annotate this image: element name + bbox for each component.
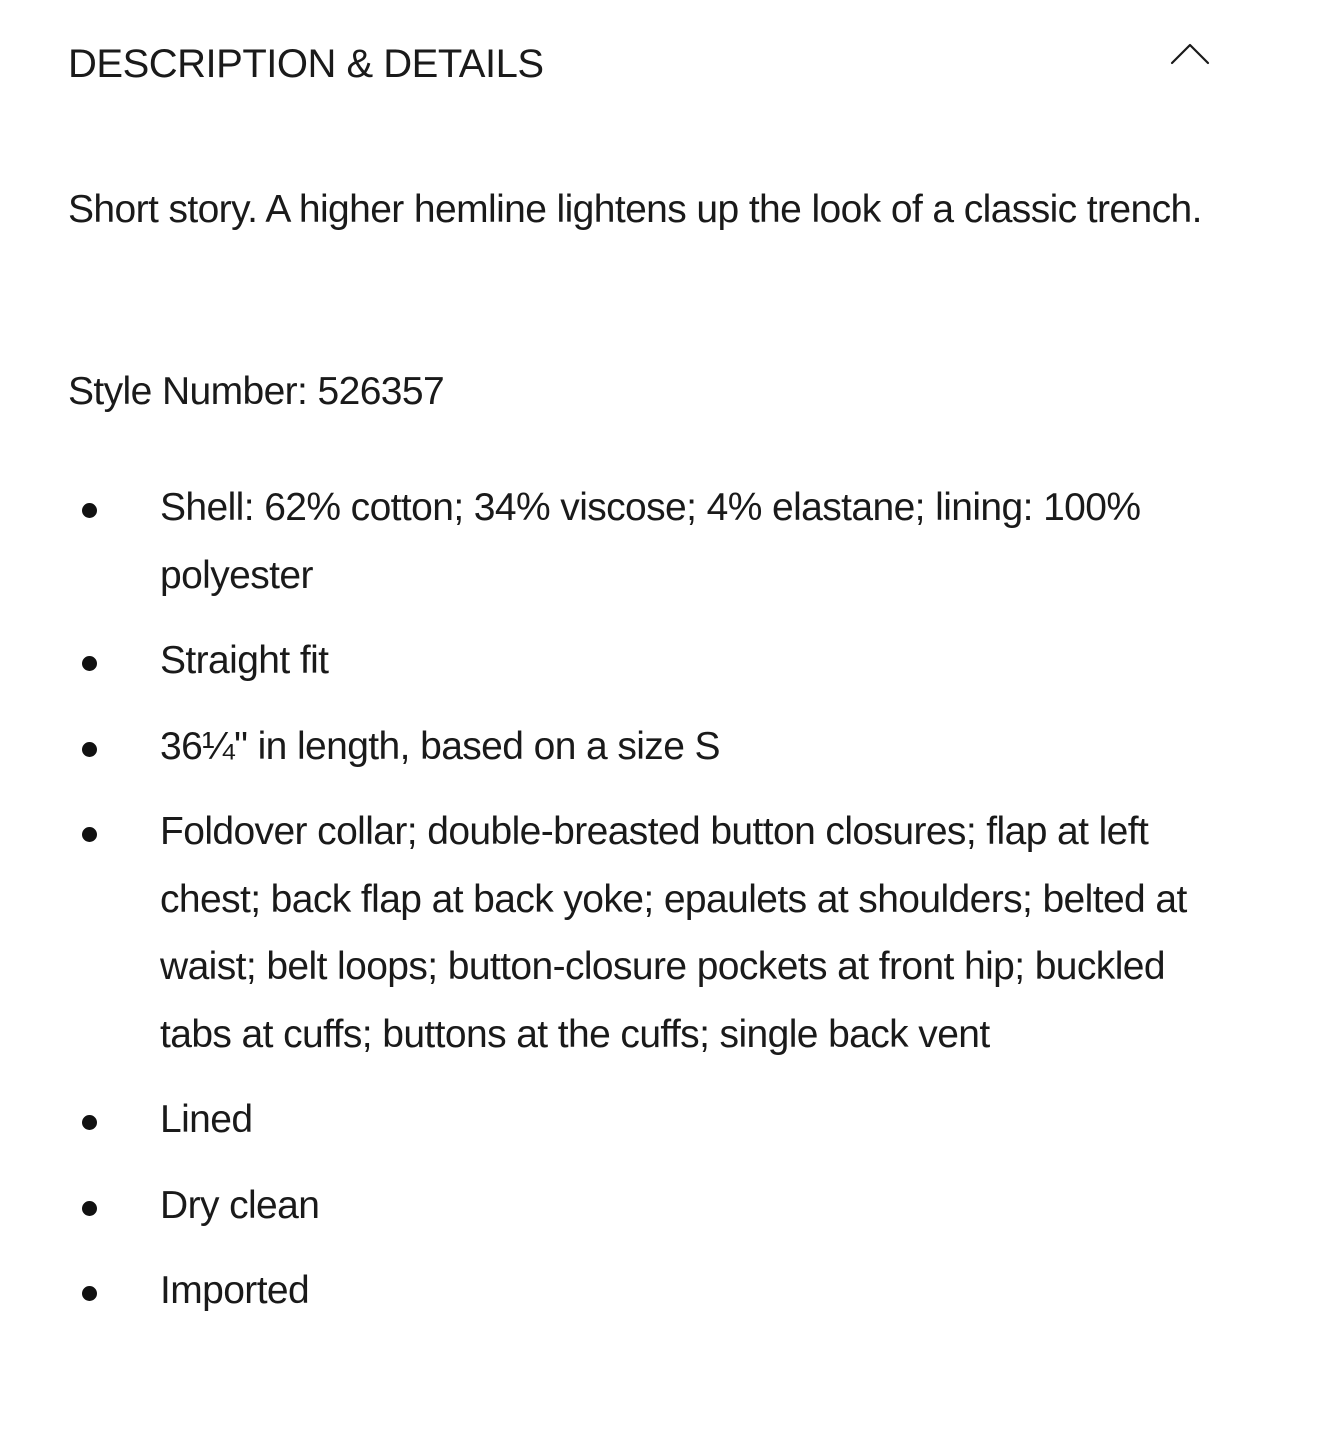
details-list bbox=[0, 474, 1328, 1343]
detail-text: Shell: 62% cotton; 34% viscose; 4% elastane; lining: 100% polyester bbox=[160, 486, 1141, 597]
chevron-up-icon[interactable] bbox=[1168, 33, 1212, 77]
bullet-icon bbox=[82, 1115, 97, 1130]
detail-text: Straight fit bbox=[160, 639, 329, 682]
detail-text: Lined bbox=[160, 1098, 253, 1141]
bullet-icon bbox=[82, 656, 97, 671]
bullet-icon bbox=[82, 742, 97, 757]
detail-text: Imported bbox=[160, 1269, 310, 1312]
detail-item-origin bbox=[0, 1257, 1328, 1325]
accordion-header[interactable] bbox=[68, 36, 1208, 92]
bullet-icon bbox=[82, 827, 97, 842]
bullet-icon bbox=[82, 503, 97, 518]
detail-item-length bbox=[0, 713, 1328, 781]
detail-text: 36¼" in length, based on a size S bbox=[160, 724, 720, 768]
detail-item-lining bbox=[0, 1086, 1328, 1154]
bullet-icon bbox=[82, 1201, 97, 1216]
section-title: DESCRIPTION & DETAILS bbox=[68, 42, 544, 86]
product-description: Short story. A higher hemline lightens up the look of a classic trench. bbox=[68, 188, 1202, 231]
bullet-icon bbox=[82, 1286, 97, 1301]
detail-text: Dry clean bbox=[160, 1183, 320, 1227]
detail-item-fit bbox=[0, 627, 1328, 695]
style-number: Style Number: 526357 bbox=[68, 370, 445, 413]
detail-text: Foldover collar; double-breasted button closures; flap at left chest; back flap at back yoke; epaulets at shoulders; belted at waist; belt loops; button-closure pockets at front hip; buckled tabs at cuffs; buttons at the cuffs; single back vent bbox=[160, 810, 1187, 1056]
detail-item-composition bbox=[0, 474, 1328, 609]
detail-item-features bbox=[0, 798, 1328, 1068]
detail-item-care bbox=[0, 1172, 1328, 1240]
